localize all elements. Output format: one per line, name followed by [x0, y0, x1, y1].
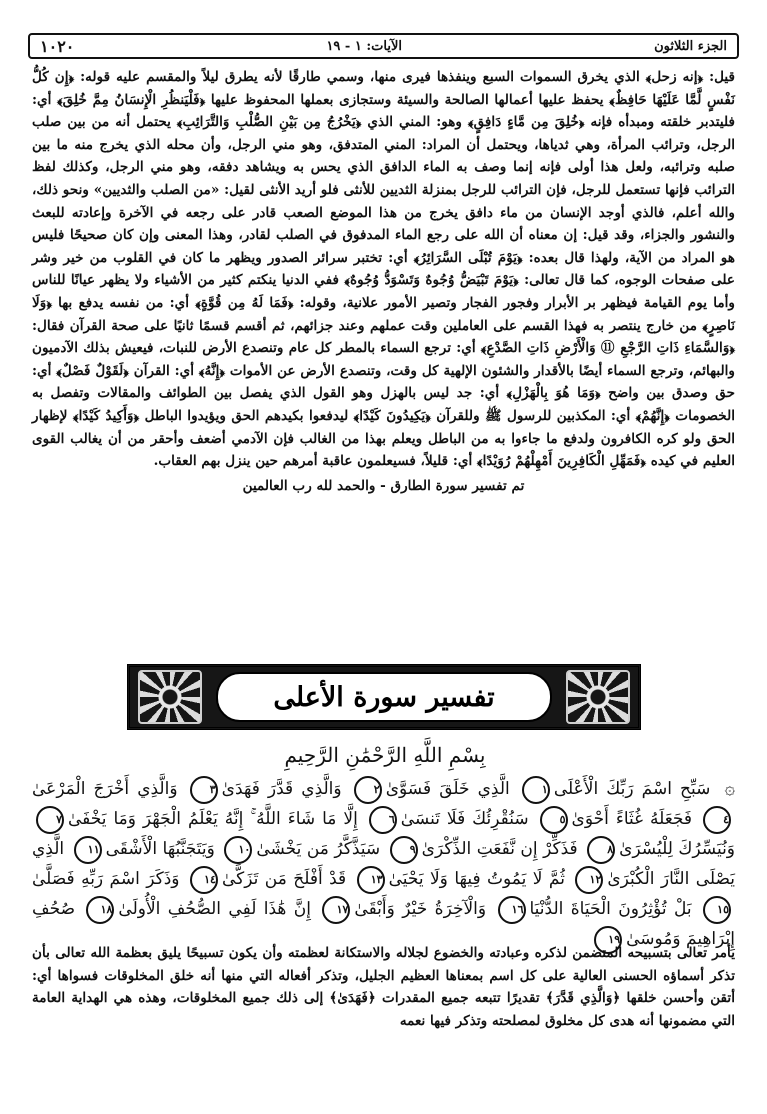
verse-text: وَنُيَسِّرُكَ لِلْيُسْرَىٰ [619, 839, 736, 859]
tafsir-paragraph: يأمر تعالى بتسبيحه المتضمن لذكره وعبادته والخضوع لجلاله والاستكانة لعظمته وأن يكون تسبيحًا يليق بعظمة الله تعالى بأن تذكر أسماؤه الحسنى العالية على كل اسم بمعناها العظيم الجليل، وتذكر أفعاله التي منها أنه خلق المخلوقات فسواها أي: أتقن وأحسن خلقها ﴿وَالَّذِي قَدَّرَ﴾ تقديرًا تتبعه جميع المقدرات ﴿فَهَدَىٰ﴾ إلى ذلك جميع المخلوقات، وهذه هي الهداية العامة التي مضمونها أنه هدى كل مخلوق لمصلحته وتذكر فيها نعمه [32, 945, 735, 1029]
verse-number-marker: ١٣ [357, 866, 385, 894]
verses-block [32, 774, 735, 954]
surah-ending-note: تم تفسير سورة الطارق - والحمد لله رب العالمين [242, 477, 525, 494]
basmala: بِسْمِ اللَّهِ الرَّحْمَٰنِ الرَّحِيمِ [284, 743, 486, 767]
verse-number-marker: ٨ [587, 836, 615, 864]
surah-title: تفسير سورة الأعلى [216, 672, 552, 722]
verse-text: فَذَكِّرْ إِن نَّفَعَتِ الذِّكْرَىٰ [421, 839, 578, 859]
verse-text: بَلْ تُؤْثِرُونَ الْحَيَاةَ الدُّنْيَا [529, 899, 692, 919]
verse-text: إِلَّا مَا شَاءَ اللَّهُ ۚ إِنَّهُ يَعْلَمُ الْجَهْرَ وَمَا يَخْفَىٰ [68, 809, 358, 829]
verse-text: وَيَتَجَنَّبُهَا الْأَشْقَى [105, 839, 215, 859]
ornament-icon [566, 670, 630, 724]
verse-text: قَدْ أَفْلَحَ مَن تَزَكَّىٰ [221, 869, 347, 889]
verse-number-marker: ١٥ [703, 896, 731, 924]
verse-number-marker: ٤ [703, 806, 731, 834]
tarsiq-paragraph: قيل: ﴿إنه زحل﴾ الذي يخرق السموات السبع وينفذها فيرى منها، وسمي طارقًا لأنه يطرق ليلاً والمقسم عليه قوله: ﴿إِن كُلُّ نَفْسٍ لَّمَّا عَلَيْهَا حَافِظٌ﴾ يحفظ عليها أعمالها الصالحة والسيئة وستجازى بعملها المحفوظ عليها ﴿فَلْيَنظُرِ الْإِنسَانُ مِمَّ خُلِقَ﴾ أي: فليتدبر خلقته ومبدأه فإنه ﴿خُلِقَ مِن مَّاءٍ دَافِقٍ﴾ وهو: المني الذي ﴿يَخْرُجُ مِن بَيْنِ الصُّلْبِ وَالتَّرَائِبِ﴾ يحتمل أنه من بين صلب الرجل، وترائب المرأة، وهي ثدياها، ويحتمل أن المراد: المني المتدفق، وهو مني الرجل، وأن محله الذي يخرج منه ما بين صلبه وترائبه، ولعل هذا أولى فإنه إنما وصف به الماء الدافق الذي يحس به ويشاهد دفقه، وهو مني الرجل، وكذلك لفظ الترائب فإنها تستعمل للرجل، فإن الترائب للرجل بمنزلة الثديين للأنثى فلو أريد الأنثى لقيل: «من الصلب والثديين» ونحو ذلك، والله أعلم، فالذي أوجد الإنسان من ماء دافق يخرج من هذا الموضع الصعب قادر على رجعه في الآخرة وإعادته للبعث والنشور والجزاء، وقد قيل: إن معناه أن الله على رجع الماء المدفوق في الصلب لقادر، وهذا المعنى وإن كان صحيحًا فليس هو المراد من الآية، ولهذا قال بعده: ﴿يَوْمَ تُبْلَى السَّرَائِرُ﴾ أي: تختبر سرائر الصدور ويظهر ما كان في القلوب من خير وشر على صفحات الوجوه، كما قال تعالى: ﴿يَوْمَ تَبْيَضُّ وُجُوهٌ وَتَسْوَدُّ وُجُوهٌ﴾ ففي الدنيا ينكتم كثير من الأشياء ولا يظهر عيانًا للناس وأما يوم القيامة فيظهر بر الأبرار وفجور الفجار وتصير الأمور علانية، وقوله: ﴿فَمَا لَهُ مِن قُوَّةٍ﴾ أي: من نفسه يدفع بها ﴿وَلَا نَاصِرٍ﴾ من خارج ينتصر به فهذا القسم على العاملين وقت عملهم وعند جزائهم، ثم أقسم قسمًا ثانيًا على صحة القرآن فقال: ﴿وَالسَّمَاءِ ذَاتِ الرَّجْعِ ⑪ وَالْأَرْضِ ذَاتِ الصَّدْعِ﴾ أي: ترجع السماء بالمطر كل عام وتنصدع الأرض للنبات، فيعيش بذلك الآدميون والبهائم، وترجع السماء أيضًا بالأقدار والشئون الإلهية كل وقت، وتنصدع الأرض عن الأموات ﴿إِنَّهُ﴾ أي: القرآن ﴿لَقَوْلٌ فَصْلٌ﴾ أي: حق وصدق بين واضح ﴿وَمَا هُوَ بِالْهَزْلِ﴾ أي: جد ليس بالهزل وهو القول الذي يفصل بين الطوائف والمقالات وتفصل به الخصومات ﴿إِنَّهُمْ﴾ أي: المكذبين للرسول ﷺ وللقرآن ﴿يَكِيدُونَ كَيْدًا﴾ ليدفعوا بكيدهم الحق ويؤيدوا الباطل ﴿وَأَكِيدُ كَيْدًا﴾ لإظهار الحق ولو كره الكافرون ولدفع ما جاءوا به من الباطل ويعلم بهذا من الغالب فإن الآدمي أضعف وأحقر من أن يغالب القوى العليم في كيده ﴿فَمَهِّلِ الْكَافِرِينَ أَمْهِلْهُمْ رُوَيْدًا﴾ أي: قليلاً، فسيعلمون عاقبة أمرهم حين ينزل بهم العقاب. [32, 69, 735, 470]
verse-number-marker: ١٦ [498, 896, 526, 924]
verse-number-marker: ١٨ [86, 896, 114, 924]
verse-text: سَنُقْرِئُكَ فَلَا تَنسَىٰ [400, 809, 529, 829]
verse-number-marker: ٧ [36, 806, 64, 834]
juz-label: الجزء الثلاثون [654, 38, 727, 54]
verse-text: الَّذِي يَصْلَى النَّارَ الْكُبْرَىٰ [32, 839, 735, 889]
surah-title-banner [127, 664, 641, 730]
verse-list [32, 779, 735, 949]
verse-text: وَالْآخِرَةُ خَيْرٌ وَأَبْقَىٰ [354, 899, 487, 919]
verse-number-marker: ١٤ [190, 866, 218, 894]
verse-number-marker: ١٧ [322, 896, 350, 924]
verse-number-marker: ٢ [354, 776, 382, 804]
verse-text: وَذَكَرَ اسْمَ رَبِّهِ فَصَلَّىٰ [32, 869, 180, 889]
verse-text: الَّذِي خَلَقَ فَسَوَّىٰ [385, 779, 510, 799]
verse-number-marker: ٣ [190, 776, 218, 804]
verse-text: سَيَذَّكَّرُ مَن يَخْشَىٰ [256, 839, 381, 859]
page-header [28, 33, 739, 59]
verse-number-marker: ٦ [369, 806, 397, 834]
verse-number-marker: ١٩ [594, 926, 622, 954]
verse-number-marker: ١٠ [224, 836, 252, 864]
verse-number-marker: ٩ [390, 836, 418, 864]
ornament-icon [138, 670, 202, 724]
verse-text: وَالَّذِي أَخْرَجَ الْمَرْعَىٰ [32, 779, 178, 799]
tarsiq-tafsir-block [32, 66, 735, 497]
verse-number-marker: ١٢ [575, 866, 603, 894]
verse-start-mark-icon: ۞ [724, 778, 735, 799]
ala-tafsir-block [32, 942, 735, 1032]
verse-number-marker: ١ [522, 776, 550, 804]
page-number: ١٠٢٠ [40, 36, 75, 56]
verse-text: إِنَّ هَٰذَا لَفِي الصُّحُفِ الْأُولَىٰ [118, 899, 311, 919]
verse-text: صُحُفِ إِبْرَاهِيمَ وَمُوسَىٰ [32, 899, 735, 949]
verses-range: الآيات: ١ - ١٩ [326, 38, 403, 54]
verse-number-marker: ١١ [74, 836, 102, 864]
verse-number-marker: ٥ [540, 806, 568, 834]
verse-text: ثُمَّ لَا يَمُوتُ فِيهَا وَلَا يَحْيَىٰ [388, 869, 565, 889]
verse-text: فَجَعَلَهُ غُثَاءً أَحْوَىٰ [571, 809, 693, 829]
verse-text: سَبِّحِ اسْمَ رَبِّكَ الْأَعْلَى [553, 779, 711, 799]
verse-text: وَالَّذِي قَدَّرَ فَهَدَىٰ [221, 779, 342, 799]
